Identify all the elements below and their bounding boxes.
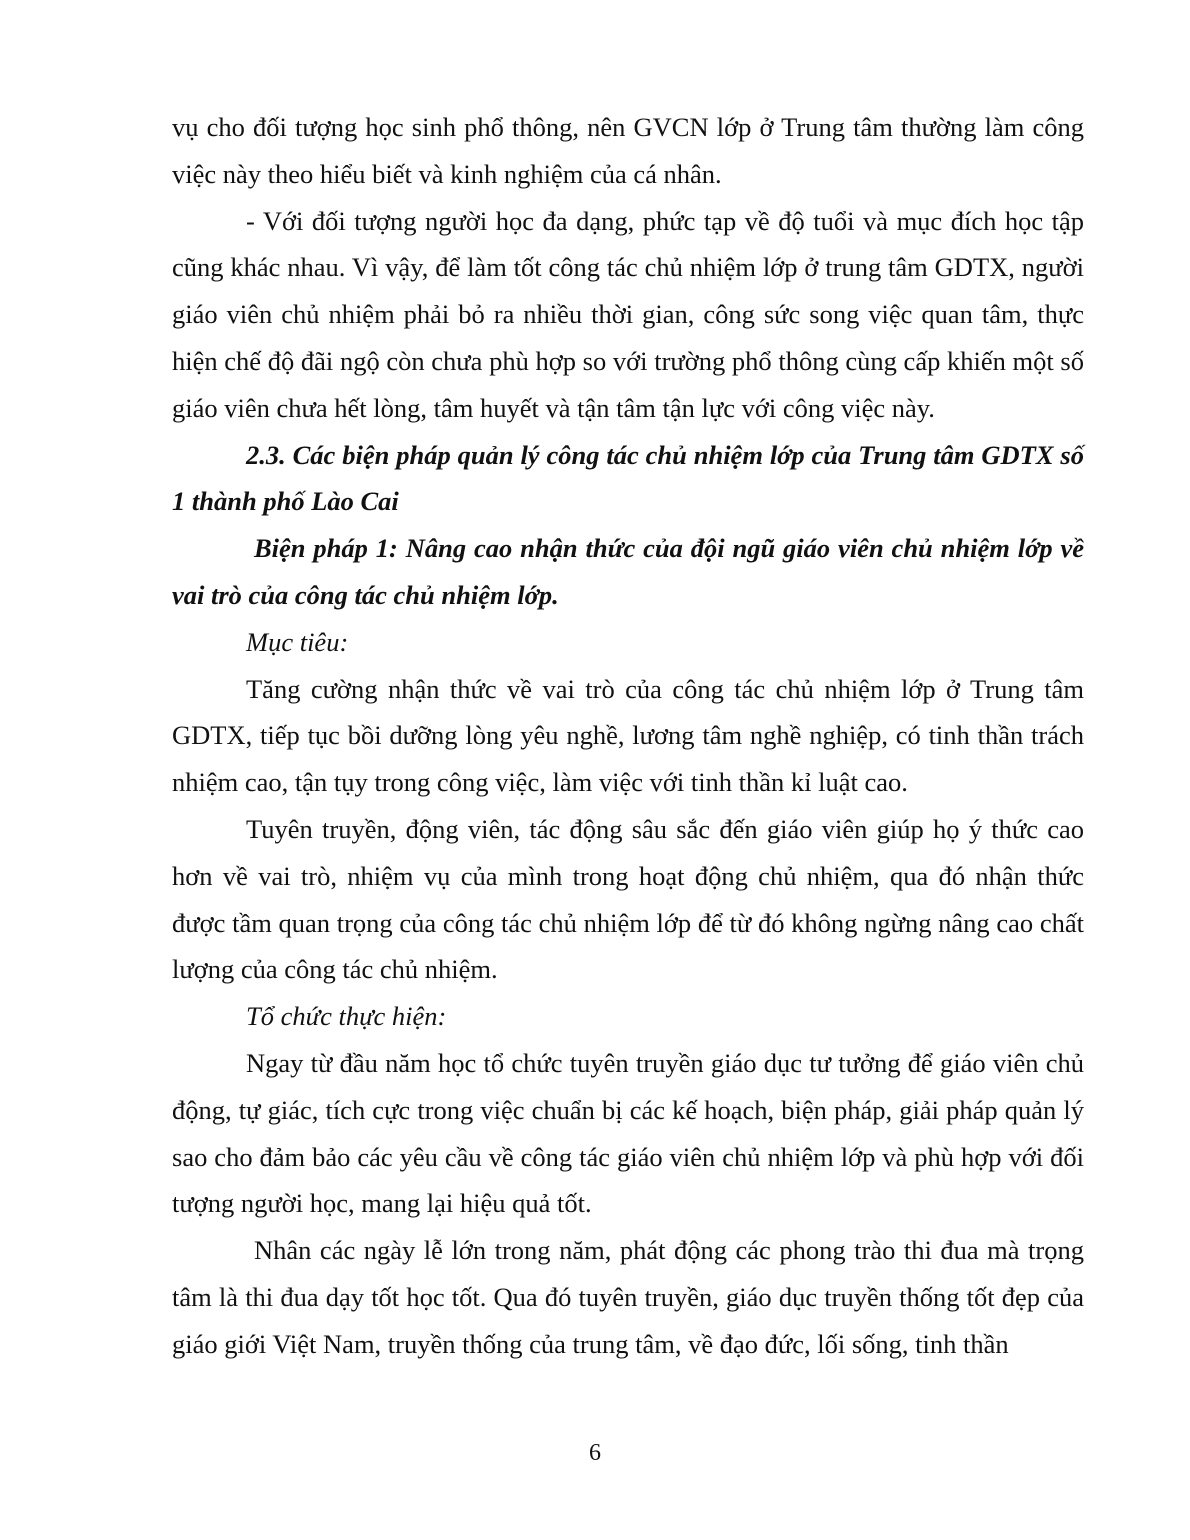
paragraph-learner-diversity: - Với đối tượng người học đa dạng, phức tạp về độ tuổi và mục đích học tập cũng khác nhau. Vì vậy, để làm tốt công tác chủ nhiệm lớp ở trung tâm GDTX, người giáo viên chủ nhiệm phải bỏ ra nhiều thời gian, công sức song việc quan tâm, thực hiện chế độ đãi ngộ còn chưa phù hợp so với trường phổ thông cùng cấp khiến một số giáo viên chưa hết lòng, tâm huyết và tận tâm tận lực với công việc này. (172, 205, 1084, 423)
paragraph-implementation: Ngay từ đầu năm học tổ chức tuyên truyền giáo dục tư tưởng để giáo viên chủ động, tự giác, tích cực trong việc chuẩn bị các kế hoạch, biện pháp, giải pháp quản lý sao cho đảm bảo các yêu cầu về công tác giáo viên chủ nhiệm lớp và phù hợp với đối tượng người học, mang lại hiệu quả tốt. (172, 1047, 1084, 1219)
objective-label: Mục tiêu: (246, 626, 349, 657)
paragraph-continuation: vụ cho đối tượng học sinh phổ thông, nên GVCN lớp ở Trung tâm thường làm công việc này theo hiểu biết và kinh nghiệm của cá nhân. (172, 112, 1084, 189)
paragraph-propaganda: Tuyên truyền, động viên, tác động sâu sắc đến giáo viên giúp họ ý thức cao hơn về vai trò, nhiệm vụ của mình trong hoạt động chủ nhiệm, qua đó nhận thức được tầm quan trọng của công tác chủ nhiệm lớp để từ đó không ngừng nâng cao chất lượng của công tác chủ nhiệm. (172, 813, 1084, 985)
page-number: 6 (589, 1440, 601, 1466)
section-heading: 2.3. Các biện pháp quản lý công tác chủ nhiệm lớp của Trung tâm GDTX số 1 thành phố Lào Cai (172, 439, 1084, 517)
paragraph-objective: Tăng cường nhận thức về vai trò của công tác chủ nhiệm lớp ở Trung tâm GDTX, tiếp tục bồi dưỡng lòng yêu nghề, lương tâm nghề nghiệp, có tinh thần trách nhiệm cao, tận tụy trong công việc, làm việc với tinh thần kỉ luật cao. (172, 673, 1084, 798)
implementation-label: Tổ chức thực hiện: (246, 1001, 447, 1032)
page-body (172, 104, 1084, 1368)
paragraph-holidays: Nhân các ngày lễ lớn trong năm, phát động các phong trào thi đua mà trọng tâm là thi đua dạy tốt học tốt. Qua đó tuyên truyền, giáo dục truyền thống tốt đẹp của giáo giới Việt Nam, truyền thống của trung tâm, về đạo đức, lối sống, tinh thần (172, 1235, 1084, 1359)
measure-heading: Biện pháp 1: Nâng cao nhận thức của đội ngũ giáo viên chủ nhiệm lớp về vai trò của công tác chủ nhiệm lớp. (172, 533, 1084, 610)
